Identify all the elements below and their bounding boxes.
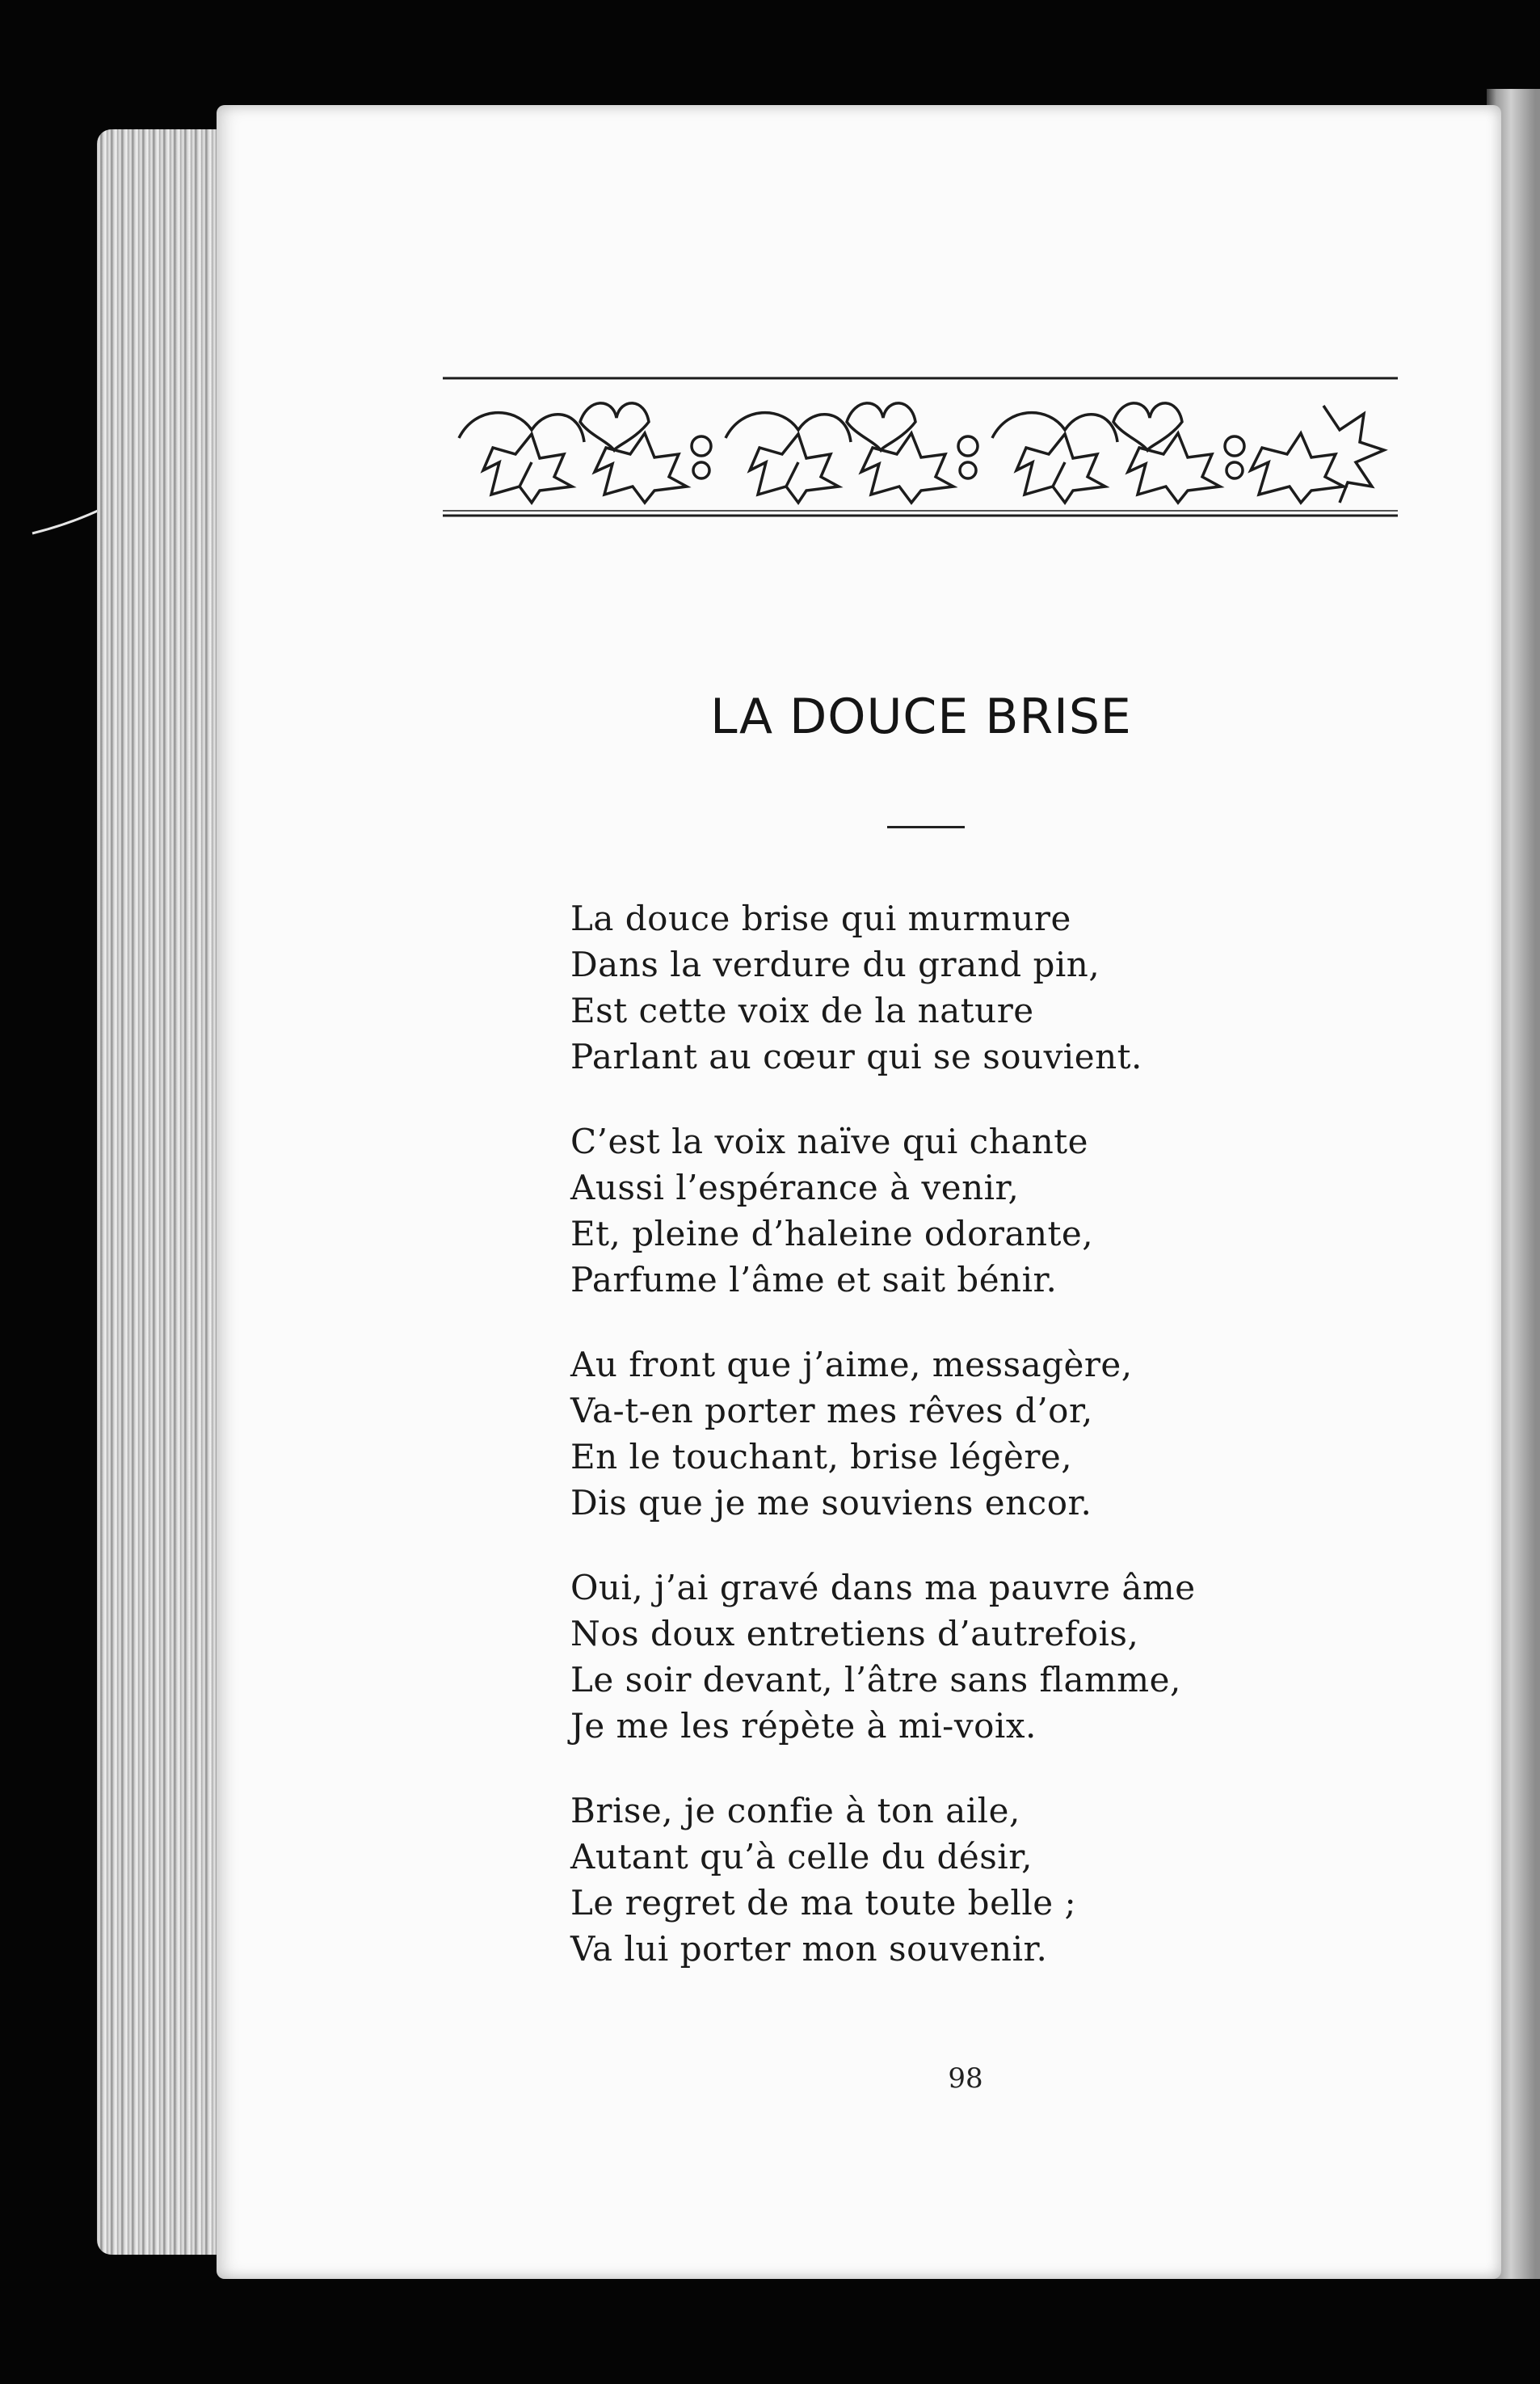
poem-line: Je me les répète à mi-voix. [570,1706,1037,1746]
poem-line: En le touchant, brise légère, [570,1437,1073,1476]
stanza [570,1118,1298,1303]
poem-title: LA DOUCE BRISE [710,689,1132,745]
page-number: 98 [948,2062,983,2095]
poem-line: Autant qu’à celle du désir, [570,1837,1033,1876]
stanza [570,1342,1298,1526]
vine-leaf-ornament-icon [443,373,1398,519]
stanza [570,1565,1298,1749]
poem-line: Parfume l’âme et sait bénir. [570,1260,1058,1299]
poem-line: C’est la voix naïve qui chante [570,1122,1089,1161]
book-page-edges [97,129,234,2255]
poem-line: Le soir devant, l’âtre sans flamme, [570,1660,1181,1700]
stanza [570,1788,1298,1972]
poem-line: Au front que j’aime, messagère, [570,1345,1133,1384]
poem-line: La douce brise qui murmure [570,899,1071,938]
poem-line: Nos doux entretiens d’autrefois, [570,1614,1139,1653]
poem-line: Brise, je confie à ton aile, [570,1791,1020,1830]
poem-line: Va lui porter mon souvenir. [570,1929,1048,1969]
title-divider [887,826,965,828]
poem-line: Est cette voix de la nature [570,991,1034,1030]
poem-line: Dans la verdure du grand pin, [570,945,1100,984]
poem-line: Le regret de ma toute belle ; [570,1883,1077,1923]
poem-line: Oui, j’ai gravé dans ma pauvre âme [570,1568,1196,1607]
poem-line: Parlant au cœur qui se souvient. [570,1037,1142,1076]
poem-line: Va-t-en porter mes rêves d’or, [570,1391,1093,1430]
poem-body [570,895,1298,2011]
poem-line: Dis que je me souviens encor. [570,1483,1092,1523]
poem-line: Aussi l’espérance à venir, [570,1168,1020,1207]
stanza [570,895,1298,1080]
poem-line: Et, pleine d’haleine odorante, [570,1214,1094,1253]
